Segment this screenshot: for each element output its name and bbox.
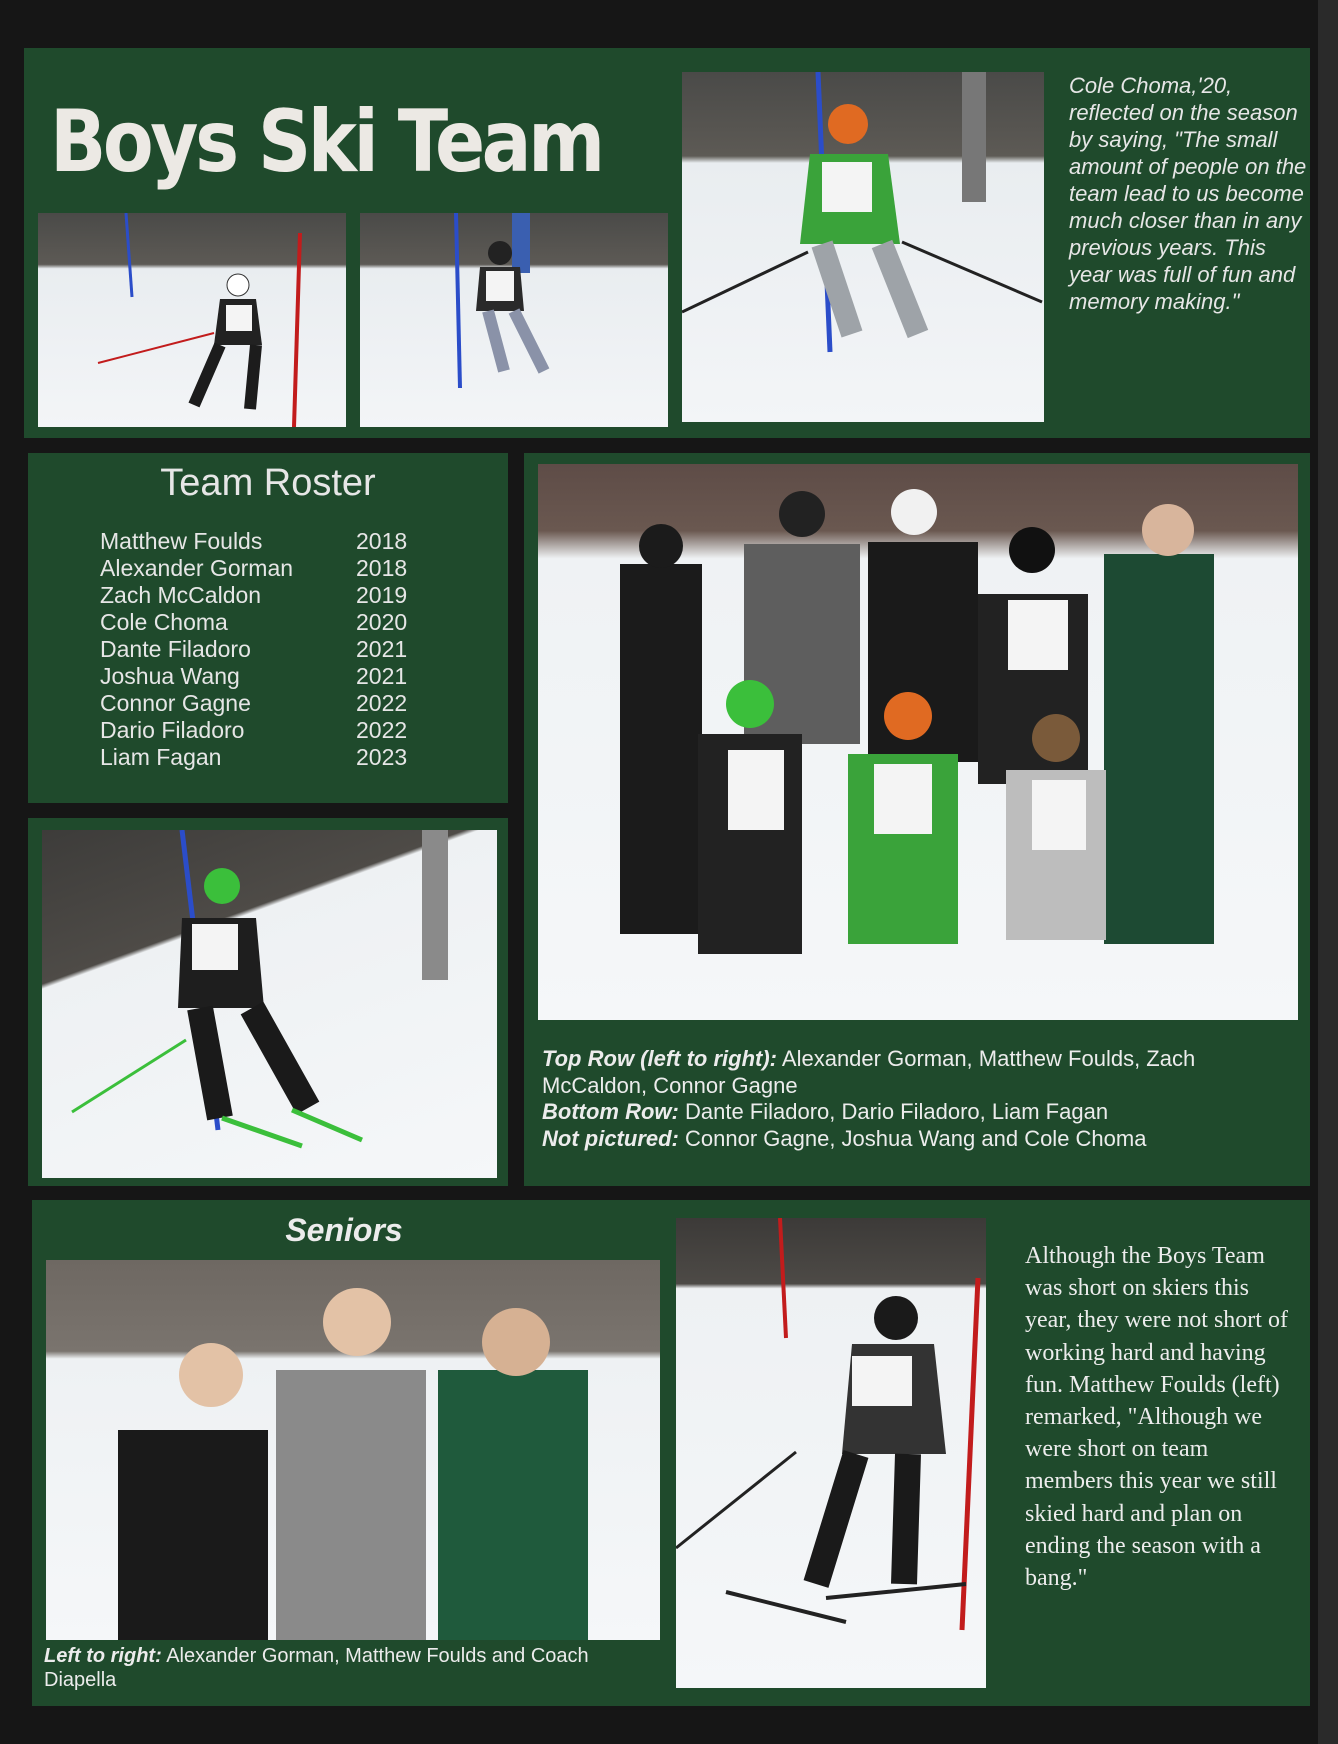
skier-photo-4 — [42, 830, 497, 1178]
roster-year: 2022 — [356, 717, 408, 743]
roster-year: 2021 — [356, 636, 408, 662]
roster-year: 2023 — [356, 744, 408, 770]
roster-list — [100, 528, 407, 771]
roster-row — [100, 582, 407, 609]
roster-row — [100, 744, 407, 771]
top-quote: Cole Choma,'20, reflected on the season by saying, "The small amount of people on the team lead to us become much closer than in any previous years. This year was full of fun and memory making." — [1069, 73, 1307, 314]
caption-top-label: Top Row (left to right): — [542, 1046, 778, 1071]
seniors-photo — [46, 1260, 660, 1640]
roster-row — [100, 636, 407, 663]
roster-year: 2021 — [356, 663, 408, 689]
roster-name: Dante Filadoro — [100, 636, 251, 662]
caption-top-text: Alexander Gorman, Matthew Foulds, Zach McCaldon, Connor Gagne — [542, 1046, 1196, 1098]
caption-bottom-label: Bottom Row: — [542, 1099, 679, 1124]
page-edge — [1318, 0, 1338, 1744]
roster-year: 2022 — [356, 690, 408, 716]
roster-name: Connor Gagne — [100, 690, 251, 716]
page-title: Boys Ski Team — [50, 92, 602, 192]
roster-name: Dario Filadoro — [100, 717, 245, 743]
skier-photo-1 — [38, 213, 346, 427]
roster-name: Joshua Wang — [100, 663, 240, 689]
team-caption — [542, 1046, 1302, 1152]
team-photo — [538, 464, 1298, 1020]
caption-not-pictured-label: Not pictured: — [542, 1125, 679, 1151]
roster-row — [100, 555, 407, 582]
skier-photo-3 — [682, 72, 1044, 422]
roster-name: Matthew Foulds — [100, 528, 263, 554]
caption-bottom-text: Dante Filadoro, Dario Filadoro, Liam Fagan — [678, 1099, 1109, 1124]
skier-figure-4 — [42, 830, 497, 1178]
skier-photo-2 — [360, 213, 668, 427]
roster-year: 2019 — [356, 582, 408, 608]
roster-name: Alexander Gorman — [100, 555, 294, 581]
roster-name: Zach McCaldon — [100, 582, 262, 608]
skier-figure-1 — [38, 213, 346, 427]
caption-not-pictured-text: Connor Gagne, Joshua Wang and Cole Choma — [678, 1125, 1147, 1151]
roster-year: 2018 — [356, 555, 408, 581]
roster-name: Liam Fagan — [100, 744, 222, 770]
team-group-figure — [538, 464, 1298, 1020]
roster-row — [100, 717, 407, 744]
seniors-caption-text: Alexander Gorman, Matthew Foulds and Coach Diapella — [44, 1645, 589, 1691]
seniors-title: Seniors — [285, 1212, 403, 1248]
skier-figure-5 — [676, 1218, 986, 1688]
roster-title: Team Roster — [160, 462, 376, 504]
roster-row — [100, 663, 407, 690]
skier-photo-5 — [676, 1218, 986, 1688]
roster-row — [100, 528, 407, 555]
seniors-caption-label: Left to right: — [44, 1645, 162, 1667]
roster-name: Cole Choma — [100, 609, 228, 635]
skier-figure-2 — [360, 213, 668, 427]
roster-row — [100, 690, 407, 717]
roster-row — [100, 609, 407, 636]
roster-year: 2018 — [356, 528, 408, 554]
seniors-group-figure — [46, 1260, 660, 1640]
seniors-caption — [44, 1644, 664, 1692]
roster-year: 2020 — [356, 609, 408, 635]
skier-figure-3 — [682, 72, 1044, 422]
bottom-quote: Although the Boys Team was short on skiers this year, they were not short of working hard and having fun. Matthew Foulds (left) remarked, "Although we were short on team members this year we still skied hard and plan on ending the season with a bang." — [1025, 1243, 1288, 1592]
